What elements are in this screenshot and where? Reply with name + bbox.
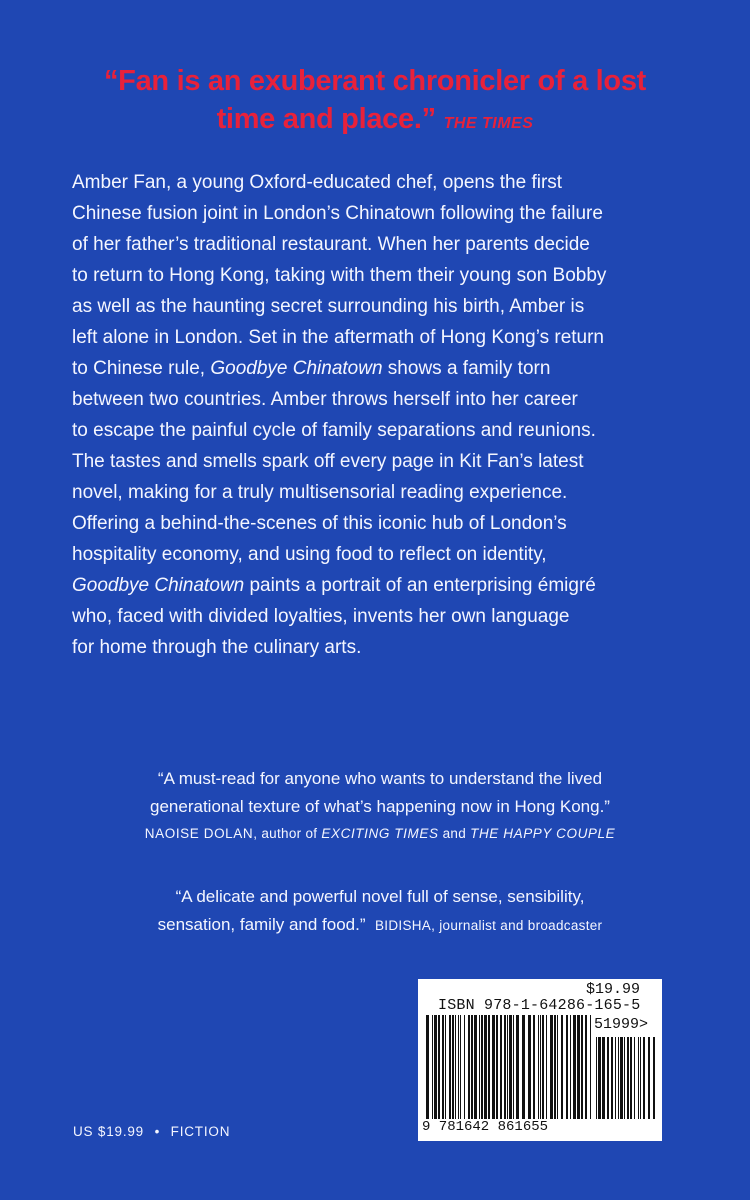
synopsis-line: The tastes and smells spark off every page in Kit Fan’s latest [72, 451, 584, 472]
headline-line-1: “Fan is an exuberant chronicler of a lost [103, 65, 647, 97]
synopsis-line: to return to Hong Kong, taking with them their young son Bobby [72, 265, 607, 286]
synopsis-line [72, 353, 687, 384]
barcode-addon-icon [596, 1037, 656, 1119]
synopsis-text: paints a portrait of an enterprising émigré [244, 575, 596, 596]
barcode-main-icon [426, 1015, 594, 1119]
barcode-digits: 9 781642 861655 [422, 1119, 549, 1135]
synopsis-line: hospitality economy, and using food to reflect on identity, [72, 544, 547, 565]
us-price: US $19.99 [73, 1124, 144, 1139]
quote-line-text: sensation, family and food.” [157, 915, 366, 934]
headline-source: THE TIMES [443, 115, 534, 132]
synopsis-line: novel, making for a truly multisensorial reading experience. [72, 482, 568, 503]
synopsis-line: as well as the haunting secret surrounding his birth, Amber is [72, 296, 585, 317]
synopsis-line: who, faced with divided loyalties, invents her own language [72, 606, 570, 627]
synopsis-line: Chinese fusion joint in London’s Chinatown following the failure [72, 203, 603, 224]
synopsis [72, 167, 687, 663]
cited-book: THE HAPPY COUPLE [470, 826, 616, 841]
barcode-price: $19.99 [585, 981, 640, 998]
synopsis-line: to escape the painful cycle of family separations and reunions. [72, 420, 596, 441]
price-category-line [73, 1124, 230, 1139]
quote-line: “A delicate and powerful novel full of sense, sensibility, [175, 887, 585, 906]
price-addon-code: 51999> [593, 1016, 648, 1033]
synopsis-line: between two countries. Amber throws herself into her career [72, 389, 578, 410]
headline-line-2 [0, 100, 750, 143]
attribution-text: , journalist and broadcaster [431, 918, 603, 933]
synopsis-line: of her father’s traditional restaurant. When her parents decide [72, 234, 590, 255]
synopsis-line: Offering a behind-the-scenes of this iconic hub of London’s [72, 513, 567, 534]
isbn-barcode [418, 979, 662, 1141]
cited-book: EXCITING TIMES [321, 826, 439, 841]
quote-line: generational texture of what’s happening now in Hong Kong.” [150, 797, 610, 816]
separator-dot: • [154, 1124, 161, 1139]
attribution-text: and [438, 826, 471, 841]
synopsis-line [72, 570, 687, 601]
review-quote-1 [90, 765, 670, 847]
synopsis-line: for home through the culinary arts. [72, 637, 362, 658]
quote-line: “A must-read for anyone who wants to understand the lived [157, 769, 603, 788]
headline-quote [0, 62, 750, 143]
synopsis-line: left alone in London. Set in the aftermath of Hong Kong’s return [72, 327, 604, 348]
quote-text [90, 765, 670, 821]
isbn-number: ISBN 978-1-64286-165-5 [438, 997, 641, 1014]
attribution-text: , author of [253, 826, 322, 841]
review-quote-2 [90, 883, 670, 939]
quote-author: NAOISE DOLAN [144, 826, 254, 841]
genre-label: FICTION [170, 1124, 231, 1139]
synopsis-text: shows a family torn [382, 358, 551, 379]
quote-text [90, 883, 670, 939]
quote-attribution [90, 821, 670, 847]
synopsis-line: Amber Fan, a young Oxford-educated chef, opens the first [72, 172, 563, 193]
headline-line-2-text: time and place.” [216, 103, 436, 135]
book-title: Goodbye Chinatown [210, 358, 383, 379]
quote-line [90, 911, 670, 939]
book-title: Goodbye Chinatown [72, 575, 245, 596]
synopsis-text: to Chinese rule, [72, 358, 211, 379]
quote-author: BIDISHA [374, 918, 432, 933]
